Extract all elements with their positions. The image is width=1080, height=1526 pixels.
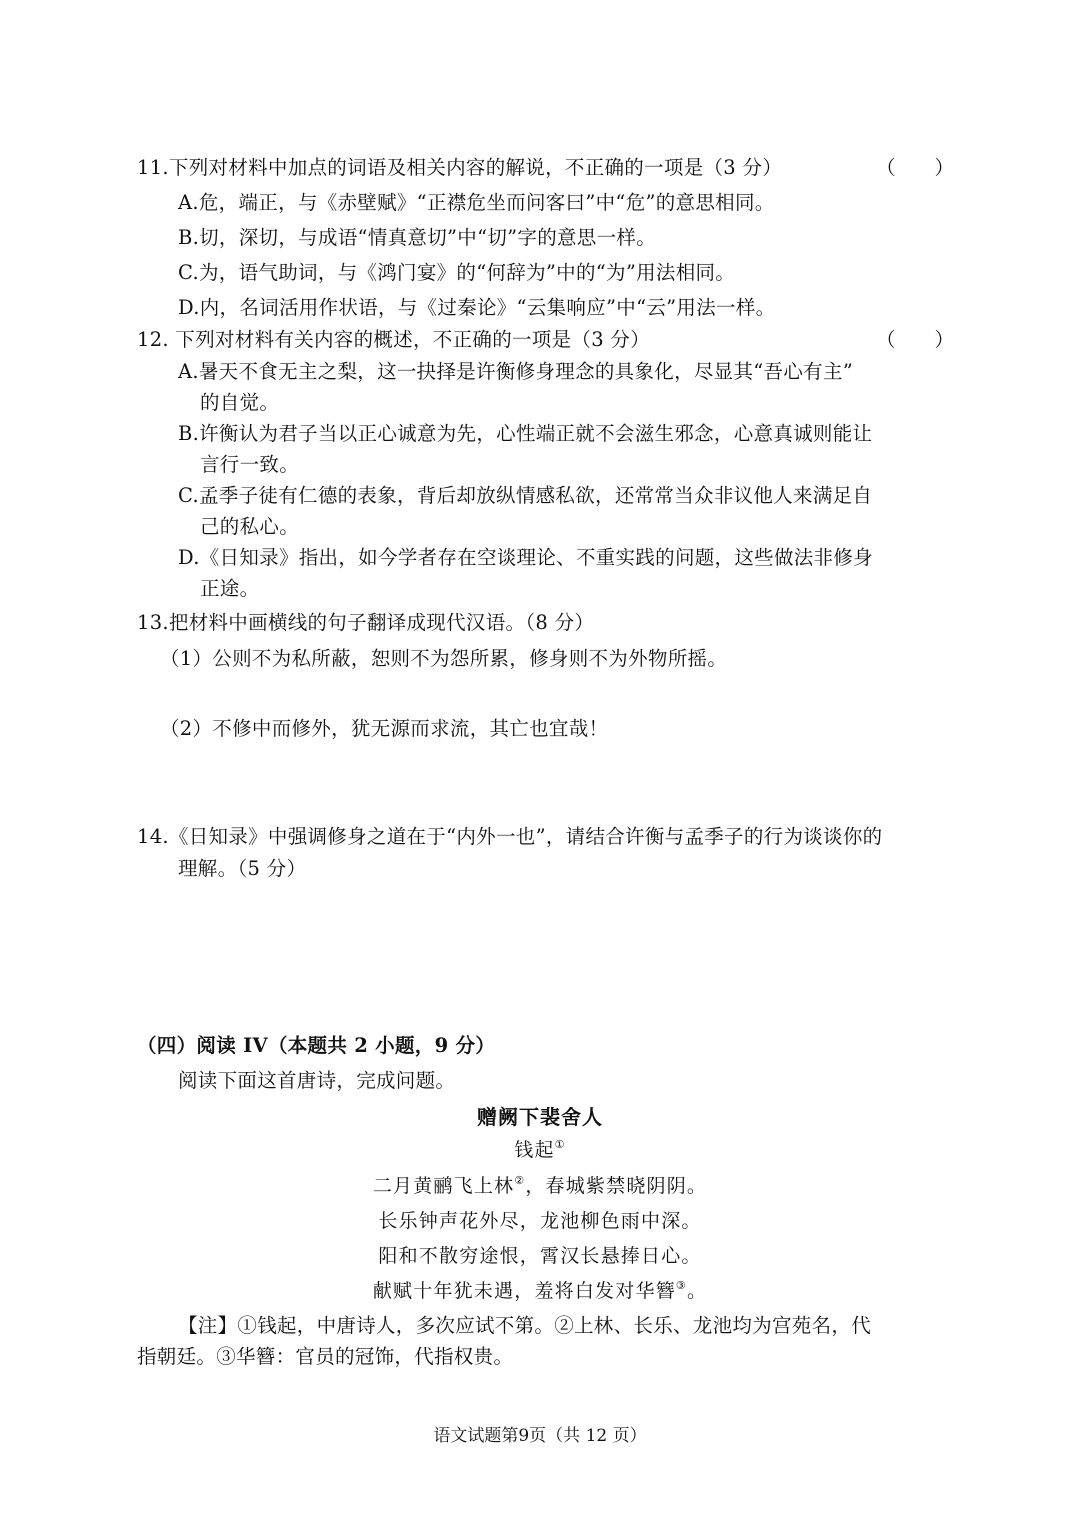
q11-option-b: B.切，深切，与成语“情真意切”中“切”字的意思一样。 — [178, 226, 657, 249]
poem-line-3 — [0, 1243, 1080, 1269]
q12-option-a: A.暑天不食无主之梨，这一抉择是许衡修身理念的具象化，尽显其“吾心有主” — [178, 360, 854, 383]
poem-line-text: 二月黄鹂飞上林 — [372, 1175, 515, 1197]
q11-option-d: D.内，名词活用作状语，与《过秦论》“云集响应”中“云”用法一样。 — [178, 296, 776, 319]
poem-line-text: 献赋十年犹未遇，羞将白发对华簪 — [372, 1280, 676, 1302]
q12-option-c-cont: 己的私心。 — [200, 515, 300, 538]
q11-stem: 11.下列对材料中加点的词语及相关内容的解说，不正确的一项是（3 分） — [137, 156, 783, 179]
poem-line-text: 长乐钟声花外尽，龙池柳色雨中深。 — [378, 1210, 702, 1232]
q12-option-b-cont: 言行一致。 — [200, 453, 300, 476]
q12-option-b: B.许衡认为君子当以正心诚意为先，心性端正就不会滋生邪念，心意真诚则能让 — [178, 422, 873, 445]
page-footer: 语文试题第9页（共 12 页） — [433, 1426, 647, 1446]
poem-line-text: 阳和不散穷途恨，霄汉长悬捧日心。 — [378, 1245, 702, 1267]
q12-option-a-cont: 的自觉。 — [200, 391, 280, 414]
poem-line-rest: ，春城紫禁晓阴阴。 — [525, 1175, 708, 1197]
q14-stem: 14.《日知录》中强调修身之道在于“内外一也”，请结合许衡与孟季子的行为谈谈你的 — [137, 825, 883, 848]
poem-note-cont: 指朝廷。③华簪：官员的冠饰，代指权贵。 — [137, 1345, 514, 1368]
footnote-marker: ③ — [675, 1279, 687, 1292]
poem-author-name: 钱起 — [514, 1139, 555, 1161]
poem-title: 赠阙下裴舍人 — [477, 1105, 603, 1129]
q11-option-c: C.为，语气助词，与《鸿门宴》的“何辞为”中的“为”用法相同。 — [178, 261, 736, 284]
q12-stem: 12. 下列对材料有关内容的概述，不正确的一项是（3 分） — [137, 328, 651, 351]
q12-option-d: D.《日知录》指出，如今学者存在空谈理论、不重实践的问题，这些做法非修身 — [178, 546, 873, 569]
q13-stem: 13.把材料中画横线的句子翻译成现代汉语。（8 分） — [137, 611, 595, 634]
q14-stem-cont: 理解。（5 分） — [178, 857, 307, 880]
footnote-marker: ② — [514, 1174, 526, 1187]
poem-line-2 — [0, 1208, 1080, 1234]
section-instruction: 阅读下面这首唐诗，完成问题。 — [178, 1069, 456, 1092]
poem-line-rest: 。 — [686, 1280, 708, 1302]
poem-note: 【注】①钱起，中唐诗人，多次应试不第。②上林、长乐、龙池均为宫苑名，代 — [178, 1314, 872, 1337]
q12-option-c: C.孟季子徒有仁德的表象，背后却放纵情感私欲，还常常当众非议他人来满足自 — [178, 484, 873, 507]
q11-answer-bracket: （ ） — [876, 156, 955, 179]
q11-option-a: A.危，端正，与《赤壁赋》“正襟危坐而问客曰”中“危”的意思相同。 — [178, 191, 775, 214]
q12-answer-bracket: （ ） — [876, 328, 955, 351]
poem-author — [0, 1137, 1080, 1163]
poem-line-4 — [0, 1278, 1080, 1304]
poem-line-1 — [0, 1173, 1080, 1199]
q13-item-1: （1）公则不为私所蔽，恕则不为怨所累，修身则不为外物所摇。 — [160, 647, 728, 670]
section-heading: （四）阅读 IV（本题共 2 小题，9 分） — [137, 1034, 496, 1057]
footnote-marker: ① — [554, 1138, 566, 1151]
q13-item-2: （2）不修中而修外，犹无源而求流，其亡也宜哉！ — [160, 717, 609, 740]
q12-option-d-cont: 正途。 — [200, 577, 260, 600]
